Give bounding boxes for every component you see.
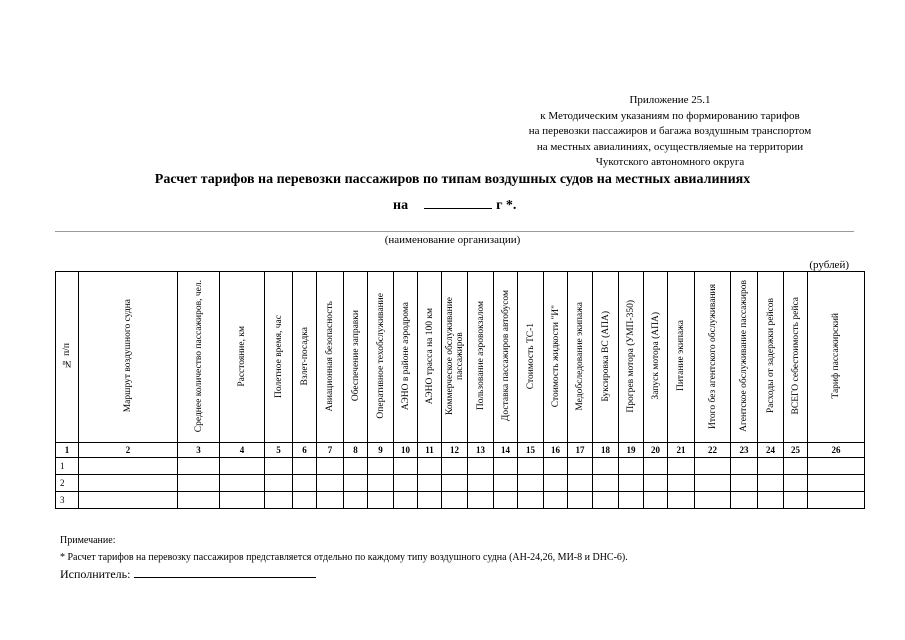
column-header	[265, 272, 293, 443]
table-cell[interactable]	[317, 458, 344, 475]
column-number: 11	[418, 443, 442, 458]
column-header	[418, 272, 442, 443]
column-number: 13	[468, 443, 494, 458]
column-header	[668, 272, 695, 443]
table-cell[interactable]	[784, 475, 808, 492]
table-cell[interactable]	[593, 475, 619, 492]
table-cell[interactable]	[494, 458, 518, 475]
column-number: 16	[544, 443, 568, 458]
table-cell[interactable]	[344, 492, 368, 509]
table-cell[interactable]	[619, 475, 644, 492]
tariff-table	[55, 271, 865, 509]
column-header	[178, 272, 220, 443]
column-header-label: Коммерческое обслуживание пассажиров	[444, 297, 465, 415]
table-cell[interactable]	[442, 492, 468, 509]
table-cell[interactable]	[368, 458, 394, 475]
column-header-label: Пользование аэровокзалом	[475, 301, 486, 411]
table-cell[interactable]	[758, 458, 784, 475]
column-number: 22	[695, 443, 731, 458]
table-cell[interactable]	[220, 458, 265, 475]
column-number: 5	[265, 443, 293, 458]
column-number: 6	[293, 443, 317, 458]
column-header-label: Запуск мотора (АПА)	[650, 312, 661, 400]
appendix-line: на перевозки пассажиров и багажа воздушным транспортом	[528, 125, 812, 137]
table-cell[interactable]	[178, 492, 220, 509]
table-cell[interactable]	[344, 475, 368, 492]
table-cell[interactable]	[593, 492, 619, 509]
column-number: 9	[368, 443, 394, 458]
column-header	[368, 272, 394, 443]
table-cell[interactable]	[619, 492, 644, 509]
date-blank-field[interactable]	[424, 196, 492, 209]
table-cell[interactable]	[695, 458, 731, 475]
column-header-label: Оперативное техобслуживание	[375, 293, 386, 419]
table-cell[interactable]	[468, 458, 494, 475]
table-row	[56, 492, 865, 509]
column-header-label: Тариф пассажирский	[831, 313, 841, 399]
column-number: 15	[518, 443, 544, 458]
note-text: * Расчет тарифов на перевозку пассажиров представляется отдельно по каждому типу воздушного судна (АН-24,26, МИ-8 и DHC-6).	[60, 552, 628, 563]
row-number: 2	[56, 475, 79, 492]
table-cell[interactable]	[619, 458, 644, 475]
column-header-label: Питание экипажа	[676, 320, 686, 392]
table-cell[interactable]	[518, 492, 544, 509]
column-header	[808, 272, 865, 443]
table-cell[interactable]	[808, 458, 865, 475]
column-header	[79, 272, 178, 443]
column-header-label: Маршрут воздушного судна	[123, 299, 133, 413]
table-row	[56, 458, 865, 475]
column-number: 3	[178, 443, 220, 458]
column-header-label: Буксировка ВС (АПА)	[600, 310, 611, 402]
appendix-line: Приложение 25.1	[629, 94, 711, 106]
column-number: 24	[758, 443, 784, 458]
column-header	[695, 272, 731, 443]
executor-signature-field[interactable]	[134, 566, 316, 578]
table-cell[interactable]	[265, 475, 293, 492]
column-header	[568, 272, 593, 443]
organization-caption: (наименование организации)	[384, 234, 521, 246]
column-number: 26	[808, 443, 865, 458]
column-number-row	[56, 443, 865, 458]
column-header-label: Агентское обслуживание пассажиров	[739, 280, 749, 432]
column-number: 14	[494, 443, 518, 458]
table-cell[interactable]	[220, 492, 265, 509]
table-cell[interactable]	[808, 475, 865, 492]
column-number: 7	[317, 443, 344, 458]
column-header	[518, 272, 544, 443]
column-number: 23	[731, 443, 758, 458]
table-cell[interactable]	[418, 458, 442, 475]
column-number: 12	[442, 443, 468, 458]
table-cell[interactable]	[568, 458, 593, 475]
column-header-label: Итого без агентского обслуживания	[707, 283, 718, 429]
note-label: Примечание:	[60, 535, 116, 546]
table-row	[56, 475, 865, 492]
table-cell[interactable]	[731, 475, 758, 492]
column-header	[394, 272, 418, 443]
executor-line	[60, 566, 316, 582]
table-cell[interactable]	[494, 475, 518, 492]
date-prefix: на	[393, 198, 409, 213]
document-title: Расчет тарифов на перевозки пассажиров по типам воздушных судов на местных авиалиниях	[154, 172, 751, 187]
column-number: 20	[644, 443, 668, 458]
table-cell[interactable]	[317, 475, 344, 492]
table-cell[interactable]	[568, 475, 593, 492]
table-cell[interactable]	[317, 492, 344, 509]
column-header	[220, 272, 265, 443]
column-number: 2	[79, 443, 178, 458]
table-cell[interactable]	[394, 492, 418, 509]
table-cell[interactable]	[344, 458, 368, 475]
table-cell[interactable]	[178, 458, 220, 475]
table-cell[interactable]	[418, 475, 442, 492]
table-cell[interactable]	[593, 458, 619, 475]
table-cell[interactable]	[668, 458, 695, 475]
column-header	[344, 272, 368, 443]
table-cell[interactable]	[568, 492, 593, 509]
column-header-label: Расходы от задержки рейсов	[765, 298, 776, 414]
column-header-label: Среднее количество пассажиров, чел.	[193, 279, 204, 433]
appendix-block	[490, 93, 850, 171]
table-cell[interactable]	[293, 458, 317, 475]
table-cell[interactable]	[644, 458, 668, 475]
table-cell[interactable]	[784, 492, 808, 509]
table-cell[interactable]	[544, 458, 568, 475]
date-suffix: г *.	[496, 198, 517, 213]
table-cell[interactable]	[494, 492, 518, 509]
column-header-label: Расстояние, км	[237, 325, 247, 387]
column-header	[56, 272, 79, 443]
table-cell[interactable]	[79, 458, 178, 475]
table-cell[interactable]	[394, 458, 418, 475]
column-number: 1	[56, 443, 79, 458]
table-cell[interactable]	[544, 475, 568, 492]
column-header-label: № п/п	[62, 343, 72, 369]
column-header	[731, 272, 758, 443]
table-cell[interactable]	[442, 458, 468, 475]
column-header-label: Обеспечение заправки	[350, 310, 361, 402]
table-cell[interactable]	[731, 492, 758, 509]
table-cell[interactable]	[644, 492, 668, 509]
table-cell[interactable]	[394, 475, 418, 492]
units-label: (рублей)	[809, 259, 849, 271]
column-header	[544, 272, 568, 443]
table-cell[interactable]	[220, 475, 265, 492]
table-cell[interactable]	[368, 492, 394, 509]
table-cell[interactable]	[79, 475, 178, 492]
table-cell[interactable]	[668, 475, 695, 492]
column-header	[784, 272, 808, 443]
column-header-label: Стоимость жидкости "И"	[550, 304, 561, 408]
table-cell[interactable]	[442, 475, 468, 492]
column-number: 25	[784, 443, 808, 458]
column-number: 10	[394, 443, 418, 458]
column-header	[468, 272, 494, 443]
table-cell[interactable]	[293, 475, 317, 492]
table-cell[interactable]	[544, 492, 568, 509]
table-cell[interactable]	[293, 492, 317, 509]
table-cell[interactable]	[518, 458, 544, 475]
row-number: 1	[56, 458, 79, 475]
column-header	[494, 272, 518, 443]
table-cell[interactable]	[265, 492, 293, 509]
appendix-line: к Методическим указаниям по формированию тарифов	[540, 109, 800, 122]
column-header	[758, 272, 784, 443]
column-number: 18	[593, 443, 619, 458]
organization-name-field[interactable]	[55, 231, 854, 232]
column-header	[644, 272, 668, 443]
date-line	[393, 196, 516, 214]
table-cell[interactable]	[808, 492, 865, 509]
column-number: 17	[568, 443, 593, 458]
table-cell[interactable]	[468, 492, 494, 509]
table-cell[interactable]	[265, 458, 293, 475]
header-row	[56, 272, 865, 443]
row-number: 3	[56, 492, 79, 509]
table-cell[interactable]	[368, 475, 394, 492]
table-cell[interactable]	[695, 475, 731, 492]
table-cell[interactable]	[178, 475, 220, 492]
column-number: 8	[344, 443, 368, 458]
appendix-line: на местных авиалиниях, осуществляемые на территории	[536, 140, 804, 153]
column-header-label: АЭНО в районе аэродрома	[400, 301, 411, 411]
column-header-label: Стоимость ТС-1	[525, 322, 536, 390]
table-cell[interactable]	[468, 475, 494, 492]
column-header-label: Прогрев мотора (УМП-350)	[626, 299, 636, 413]
column-number: 4	[220, 443, 265, 458]
column-header-label: Взлет-посадка	[299, 326, 310, 386]
table-cell[interactable]	[695, 492, 731, 509]
column-header-label: Полетное время, час	[273, 314, 284, 398]
table-cell[interactable]	[418, 492, 442, 509]
table-cell[interactable]	[79, 492, 178, 509]
table-cell[interactable]	[668, 492, 695, 509]
table-cell[interactable]	[758, 492, 784, 509]
column-header-label: Доставка пассажиров автобусом	[500, 290, 511, 422]
column-header	[293, 272, 317, 443]
column-header-label: Медобследование экипажа	[575, 301, 585, 411]
column-header-label: АЭНО трасса на 100 км	[424, 307, 435, 405]
column-number: 19	[619, 443, 644, 458]
column-header	[619, 272, 644, 443]
table-cell[interactable]	[731, 458, 758, 475]
column-header	[442, 272, 468, 443]
column-header-label: ВСЕГО себестоимость рейса	[790, 297, 801, 415]
table-cell[interactable]	[758, 475, 784, 492]
column-header	[317, 272, 344, 443]
executor-label: Исполнитель:	[60, 567, 131, 581]
column-header-label: Авиационная безопасность	[325, 300, 335, 412]
table-cell[interactable]	[784, 458, 808, 475]
table-cell[interactable]	[644, 475, 668, 492]
column-number: 21	[668, 443, 695, 458]
table-cell[interactable]	[518, 475, 544, 492]
appendix-line: Чукотского автономного округа	[595, 156, 745, 168]
column-header	[593, 272, 619, 443]
